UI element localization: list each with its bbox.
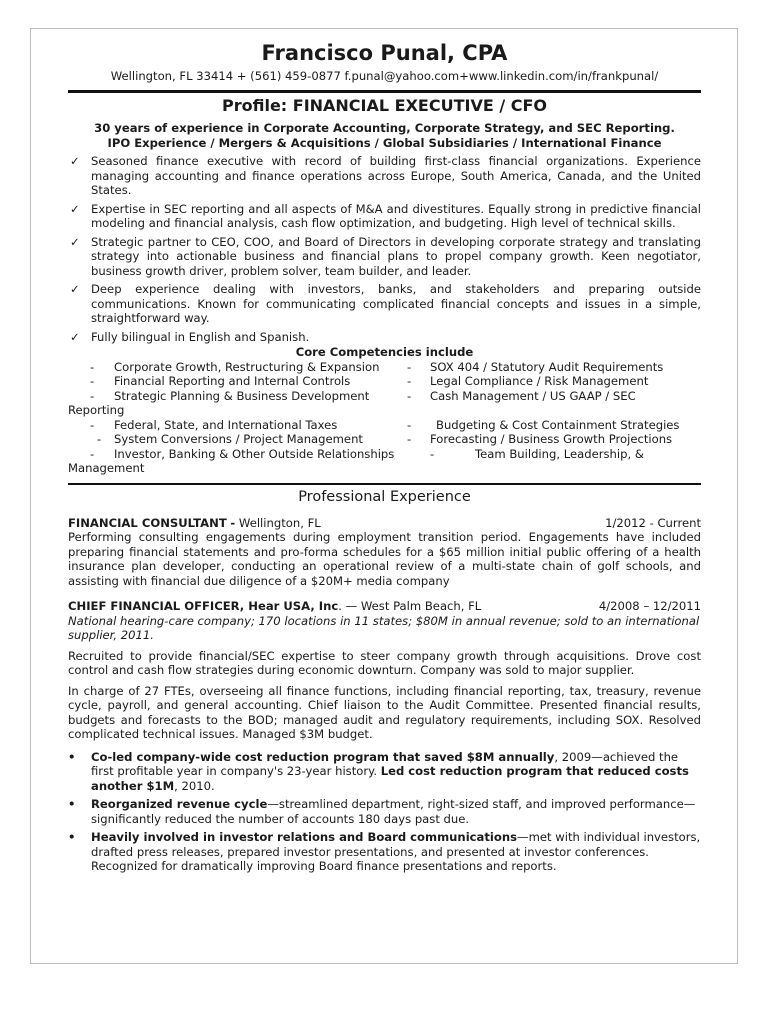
competency-row bbox=[68, 374, 701, 389]
experience-title: Professional Experience bbox=[298, 488, 471, 505]
competency-left: Corporate Growth, Restructuring & Expansion bbox=[114, 359, 380, 374]
achievement-highlight: Reorganized revenue cycle bbox=[91, 797, 268, 811]
checkmark-icon: ✓ bbox=[70, 282, 80, 296]
checkmark-icon: ✓ bbox=[70, 154, 80, 168]
competency-dash: - bbox=[90, 388, 95, 403]
profile-title: Profile: FINANCIAL EXECUTIVE / CFO bbox=[221, 96, 548, 115]
header-divider bbox=[68, 90, 701, 93]
profile-summary bbox=[68, 121, 701, 150]
profile-bullet bbox=[68, 235, 701, 279]
competencies-title: Core Competencies include bbox=[295, 345, 474, 359]
competency-dash: - bbox=[90, 417, 95, 432]
competency-continuation: Reporting bbox=[68, 403, 125, 417]
competency-left: Federal, State, and International Taxes bbox=[114, 417, 338, 432]
competency-continuation: Management bbox=[68, 461, 145, 475]
section-divider bbox=[68, 483, 701, 485]
achievement-item bbox=[68, 750, 701, 794]
profile-bullet-text: Strategic partner to CEO, COO, and Board of Directors in developing corporate strategy and translating strategy into actionable business and financial plans to propel company growth. Keen negotiator, business growth driver, problem solver, team builder, and leader. bbox=[91, 234, 701, 278]
resume-page bbox=[30, 28, 738, 964]
profile-bullet bbox=[68, 330, 701, 345]
profile-bullet-text: Fully bilingual in English and Spanish. bbox=[91, 329, 310, 344]
job-dates: 1/2012 - Current bbox=[605, 515, 701, 530]
achievement-text: , 2009—achieved the first profitable year in company's 23-year history. bbox=[91, 749, 679, 778]
competency-row bbox=[68, 418, 701, 433]
bullet-icon: • bbox=[68, 797, 76, 811]
contact-line: Wellington, FL 33414 + (561) 459-0877 f.punal@yahoo.com+www.linkedin.com/in/frankpunal/ bbox=[110, 69, 659, 83]
competency-dash: - bbox=[407, 417, 412, 432]
achievement-list bbox=[68, 750, 701, 874]
job-title: CHIEF FINANCIAL OFFICER, Hear USA, Inc bbox=[68, 599, 339, 613]
competency-left: Strategic Planning & Business Development bbox=[114, 388, 370, 403]
competency-right: Team Building, Leadership, & bbox=[475, 446, 644, 461]
competency-dash: - bbox=[407, 432, 412, 446]
bullet-icon: • bbox=[68, 749, 76, 764]
company-note: National hearing-care company; 170 locations in 11 states; $80M in annual revenue; sold to an international supplier, 2011. bbox=[68, 613, 700, 642]
competency-dash: - bbox=[90, 374, 95, 388]
profile-bullets bbox=[68, 154, 701, 344]
competency-dash: - bbox=[430, 446, 435, 461]
competency-dash: - bbox=[407, 359, 412, 374]
job-header bbox=[68, 516, 701, 531]
job-paragraph: Recruited to provide financial/SEC expertise to steer company growth through acquisitions. Drove cost control and cash flow strategies during economic downturn. Company was sold to major supplier. bbox=[68, 648, 701, 677]
profile-bullet-text: Seasoned finance executive with record of building first-class financial organizations. Experience managing accounting and finance operations across Europe, South America, Canada, and the United States. bbox=[91, 154, 701, 197]
competency-dash: - bbox=[97, 432, 102, 446]
profile-bullet bbox=[68, 154, 701, 198]
bullet-icon: • bbox=[68, 830, 76, 844]
profile-bullet-text: Expertise in SEC reporting and all aspects of M&A and divestitures. Equally strong in predictive financial modeling and financial analysis, cash flow optimization, and budgeting. High level of technical skills. bbox=[91, 201, 701, 230]
competency-right: Forecasting / Business Growth Projections bbox=[430, 432, 673, 446]
competency-row bbox=[68, 432, 701, 447]
job-description: Performing consulting engagements during employment transition period. Engagements have included preparing financial statements and pro-forma schedules for a $65 million initial public offering of a health insurance plan developer, conducting an operational review of a multi-state chain of golf schools, and assisting with financial due diligence of a $20M+ media company bbox=[68, 530, 701, 588]
job-paragraph: In charge of 27 FTEs, overseeing all finance functions, including financial reporting, tax, treasury, revenue cycle, payroll, and general accounting. Chief liaison to the Audit Committee. Presented financial results, budgets and forecasts to the BOD; managed audit and regulatory requirements, including SOX. Resolved complicated technical issues. Managed $3M budget. bbox=[68, 683, 701, 741]
competency-right: Legal Compliance / Risk Management bbox=[430, 374, 649, 388]
achievement-text: —streamlined department, right-sized staff, and improved performance—significantly reduced the number of accounts 180 days past due. bbox=[91, 797, 696, 826]
achievement-highlight: Heavily involved in investor relations and Board communications bbox=[91, 830, 517, 844]
competency-left: Financial Reporting and Internal Controls bbox=[114, 374, 351, 388]
competency-row bbox=[68, 447, 701, 462]
job-dates: 4/2008 – 12/2011 bbox=[598, 599, 701, 613]
achievement-text: —met with individual investors, drafted press releases, prepared investor presentations, and presented at investor conferences. Recognized for dramatically improving Board finance presentations and reports. bbox=[91, 830, 701, 873]
competency-left: Investor, Banking & Other Outside Relationships bbox=[114, 446, 395, 461]
job-location: West Palm Beach, FL bbox=[360, 599, 482, 613]
profile-bullet bbox=[68, 282, 701, 326]
profile-bullet bbox=[68, 202, 701, 231]
job-location: Wellington, FL bbox=[238, 515, 321, 530]
competencies-list bbox=[68, 360, 701, 476]
achievement-text: , 2010. bbox=[174, 778, 215, 793]
competency-dash: - bbox=[407, 388, 412, 403]
profile-bullet-text: Deep experience dealing with investors, banks, and stakeholders and preparing outside communications. Known for communicating complicated financial concepts and issues in a simple, straightforward way. bbox=[91, 282, 701, 325]
achievement-highlight: Co-led company-wide cost reduction program that saved $8M annually bbox=[91, 749, 555, 764]
candidate-name: Francisco Punal, CPA bbox=[261, 41, 508, 65]
competency-right: SOX 404 / Statutory Audit Requirements bbox=[430, 359, 664, 374]
job-separator: . — bbox=[338, 599, 358, 613]
job-separator: - bbox=[230, 515, 236, 530]
job-title: FINANCIAL CONSULTANT bbox=[68, 515, 227, 530]
resume-content bbox=[68, 39, 701, 878]
summary-line: 30 years of experience in Corporate Accounting, Corporate Strategy, and SEC Reporting. bbox=[94, 121, 675, 135]
achievement-item bbox=[68, 830, 701, 874]
competency-right: Cash Management / US GAAP / SEC bbox=[430, 388, 636, 403]
job-header bbox=[68, 599, 701, 614]
achievement-item bbox=[68, 797, 701, 826]
achievement-highlight: Led cost reduction program that reduced costs another $1M bbox=[91, 764, 689, 793]
competency-row bbox=[68, 389, 701, 404]
summary-line: IPO Experience / Mergers & Acquisitions / Global Subsidiaries / International Finance bbox=[107, 135, 662, 150]
checkmark-icon: ✓ bbox=[70, 201, 80, 216]
checkmark-icon: ✓ bbox=[70, 329, 80, 344]
competency-right: Budgeting & Cost Containment Strategies bbox=[436, 417, 680, 432]
competency-dash: - bbox=[90, 446, 95, 461]
checkmark-icon: ✓ bbox=[70, 234, 80, 249]
competency-dash: - bbox=[90, 359, 95, 374]
competency-row bbox=[68, 360, 701, 375]
competency-dash: - bbox=[407, 374, 412, 388]
competency-left: System Conversions / Project Management bbox=[114, 432, 363, 446]
